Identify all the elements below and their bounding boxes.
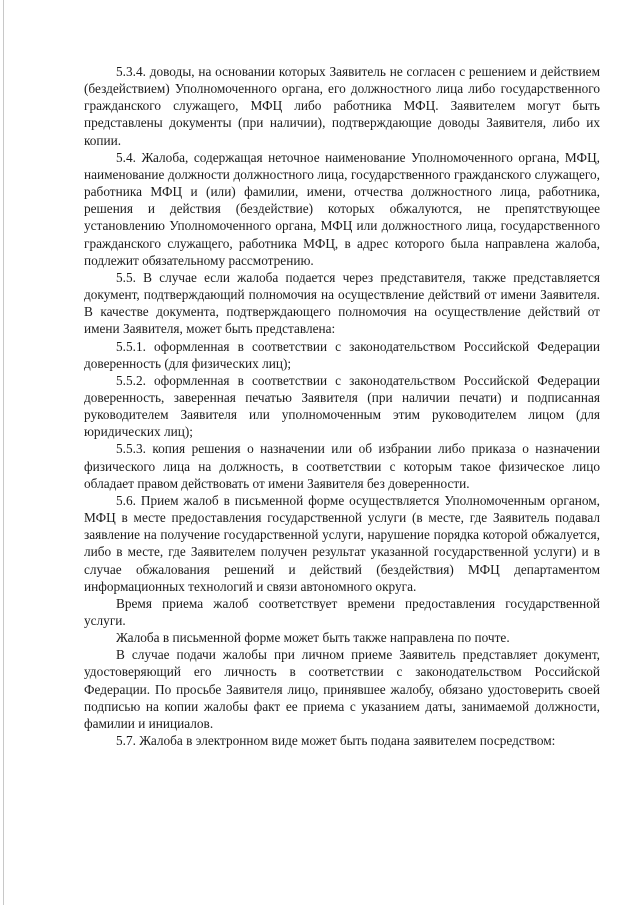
paragraph-5-6: 5.6. Прием жалоб в письменной форме осуществляется Уполномоченным органом, МФЦ в месте предоставления государственной услуги (в месте, где Заявитель подавал заявление на получение государственной услуги, нарушение порядка которой обжалуется, либо в месте, где Заявителем получен результат указанной государственной услуги) и в случае обжалования решений и действий (бездействия) МФЦ департаментом информационных технологий и связи автономного округа. — [84, 492, 600, 594]
document-body — [84, 63, 600, 749]
paragraph-5-5-1: 5.5.1. оформленная в соответствии с законодательством Российской Федерации доверенность (для физических лиц); — [84, 338, 600, 371]
paragraph-5-5-2: 5.5.2. оформленная в соответствии с законодательством Российской Федерации доверенность, заверенная печатью Заявителя (при наличии печати) и подписанная руководителем Заявителя или уполномоченным этим руководителем лицом (для юридических лиц); — [84, 372, 600, 440]
paragraph-reception-time: Время приема жалоб соответствует времени предоставления государственной услуги. — [84, 595, 600, 628]
scan-edge-line — [3, 0, 4, 905]
paragraph-5-7: 5.7. Жалоба в электронном виде может быть подана заявителем посредством: — [116, 733, 556, 749]
paragraph-personal-reception: В случае подачи жалобы при личном приеме Заявитель представляет документ, удостоверяющий его личность в соответствии с законодательством Российской Федерации. По просьбе Заявителя лицо, принявшее жалобу, обязано удостоверить своей подписью на копии жалобы факт ее приема с указанием даты, занимаемой должности, фамилии и инициалов. — [84, 647, 600, 731]
paragraph-5-4: 5.4. Жалоба, содержащая неточное наименование Уполномоченного органа, МФЦ, наименование должности должностного лица, государственного гражданского служащего, работника МФЦ и (или) фамилии, имени, отчества должностного лица, работника, решения и действия (бездействие) которых обжалуются, не препятствующее установлению Уполномоченного органа, МФЦ или должностного лица, государственного гражданского служащего, работника МФЦ, в адрес которого была направлена жалоба, подлежит обязательному рассмотрению. — [84, 149, 600, 268]
paragraph-postal-submission: Жалоба в письменной форме может быть также направлена по почте. — [116, 630, 510, 646]
paragraph-5-5-3: 5.5.3. копия решения о назначении или об избрании либо приказа о назначении физического лица на должность, в соответствии с которым такое физическое лицо обладает правом действовать от имени Заявителя без доверенности. — [84, 441, 600, 491]
paragraph-5-3-4: 5.3.4. доводы, на основании которых Заявитель не согласен с решением и действием (бездействием) Уполномоченного органа, его должностного лица либо государственного гражданского служащего, МФЦ либо работника МФЦ. Заявителем могут быть представлены документы (при наличии), подтверждающие доводы Заявителя, либо их копии. — [84, 64, 600, 148]
paragraph-5-5: 5.5. В случае если жалоба подается через представителя, также представляется документ, подтверждающий полномочия на осуществление действий от имени Заявителя. В качестве документа, подтверждающего полномочия на осуществление действий от имени Заявителя, может быть представлена: — [84, 269, 600, 337]
